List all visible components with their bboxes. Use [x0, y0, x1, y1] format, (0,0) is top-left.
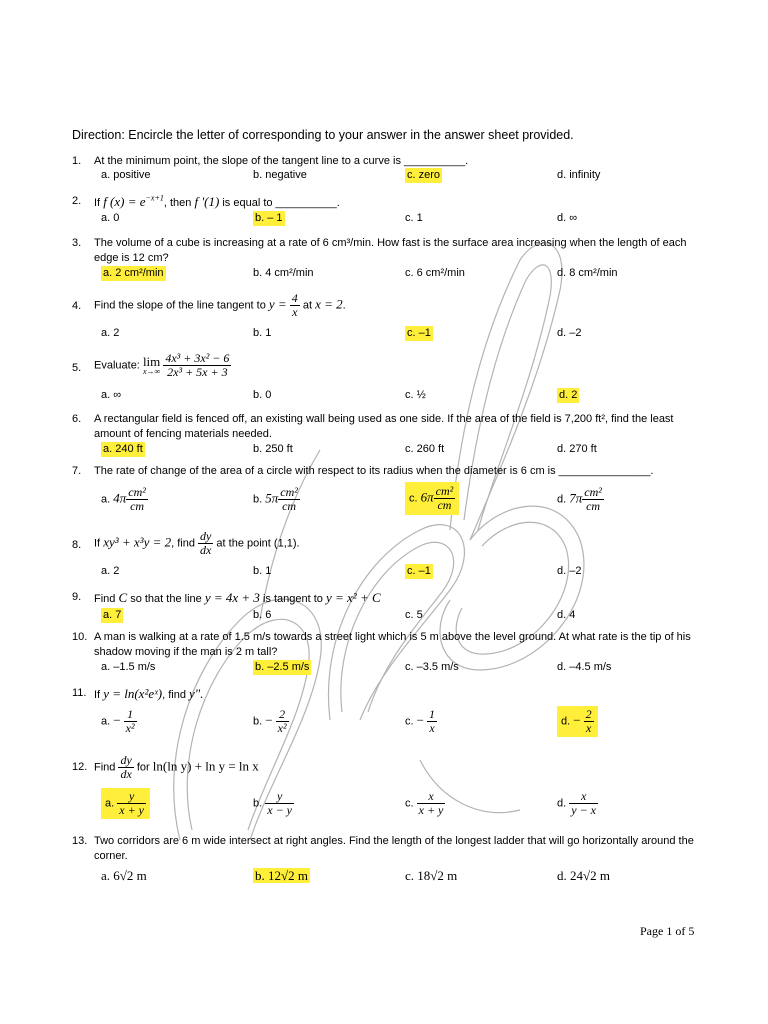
stem-text: , then — [163, 197, 192, 209]
fraction — [584, 708, 594, 735]
numerator: 2 — [585, 707, 592, 721]
coefficient: 6π — [420, 489, 434, 505]
direction-text: Direction: Encircle the letter of corresponding to your answer in the answer sheet provided. — [72, 128, 574, 142]
option-a[interactable] — [101, 486, 148, 513]
math-derivative: f '(1) — [194, 194, 220, 209]
stem-text: Find — [94, 593, 116, 605]
fraction — [118, 754, 133, 781]
math-exponent: −x+1 — [145, 193, 164, 203]
option-d-answer[interactable] — [557, 706, 598, 737]
question-number: 3. — [72, 237, 82, 249]
math-expression: x = 2 — [315, 296, 343, 312]
math-variable: C — [118, 590, 128, 605]
option-a-answer[interactable] — [101, 788, 150, 819]
option-b[interactable]: b. 4 cm²/min — [253, 267, 314, 279]
option-d[interactable]: d. 8 cm²/min — [557, 267, 618, 279]
option-c[interactable]: c. 5 — [405, 609, 423, 621]
question-number: 2. — [72, 195, 82, 207]
fraction — [163, 352, 231, 379]
option-d[interactable]: d. ∞ — [557, 212, 578, 224]
fraction — [434, 485, 456, 512]
question-number: 13. — [72, 835, 88, 847]
option-c[interactable]: c. 1 — [405, 212, 423, 224]
stem-text: Evaluate: — [94, 359, 140, 372]
numerator: 2 — [276, 708, 289, 722]
options-row — [72, 564, 702, 584]
options-row — [72, 168, 702, 188]
options-row — [72, 326, 702, 346]
options-row — [72, 388, 702, 408]
option-d[interactable]: d. 270 ft — [557, 443, 597, 455]
option-b-answer[interactable]: b. –2.5 m/s — [255, 661, 310, 673]
option-d[interactable] — [557, 486, 604, 513]
stem-text: Find the slope of the line tangent to — [94, 299, 266, 312]
option-b[interactable] — [253, 790, 294, 817]
coefficient: 7π — [569, 490, 583, 506]
numerator: cm² — [280, 485, 298, 499]
stem-text: at — [302, 299, 313, 312]
sign: − — [416, 712, 424, 728]
denominator: x — [292, 305, 298, 319]
option-c[interactable]: c. 6 cm²/min — [405, 267, 465, 279]
stem-text: If — [94, 197, 101, 209]
option-letter: d. — [557, 493, 567, 506]
numerator: 4x³ + 3x² − 6 — [165, 351, 230, 365]
denominator: cm — [282, 499, 297, 513]
denominator: x — [585, 721, 592, 735]
denominator: dx — [120, 767, 132, 781]
stem-text: , find — [171, 537, 195, 550]
option-d[interactable]: d. 4 — [557, 609, 576, 621]
option-a[interactable]: a. ∞ — [101, 389, 122, 401]
options-row — [72, 482, 702, 520]
denominator: cm — [586, 499, 601, 513]
question-number: 8. — [72, 539, 82, 551]
options-row — [72, 442, 702, 462]
stem-text: If — [94, 689, 101, 701]
fraction — [417, 790, 446, 817]
option-a[interactable] — [101, 708, 137, 735]
option-b-answer[interactable]: b. 12√2 m — [255, 868, 308, 883]
question-number: 9. — [72, 591, 82, 603]
math-expression: ln(ln y) + ln y = ln x — [152, 758, 259, 774]
numerator: dy — [120, 753, 132, 767]
question-number: 4. — [72, 300, 82, 312]
denominator: 2x³ + 5x + 3 — [167, 365, 228, 379]
sign: − — [113, 712, 121, 728]
option-letter: b. — [253, 797, 263, 810]
option-c[interactable]: c. –3.5 m/s — [405, 661, 459, 673]
fraction — [276, 708, 289, 735]
option-letter: c. — [405, 715, 414, 728]
denominator: x − y — [267, 803, 292, 817]
option-c[interactable] — [405, 708, 437, 735]
denominator: x² — [277, 721, 287, 735]
option-d[interactable] — [557, 790, 598, 817]
option-c-answer[interactable]: c. –1 — [407, 327, 431, 339]
question-number: 10. — [72, 631, 88, 643]
stem-text: at the point (1,1). — [216, 537, 300, 550]
option-letter: b. — [253, 715, 263, 728]
option-a[interactable]: a. positive — [101, 169, 151, 181]
fraction — [265, 790, 294, 817]
math-expression: y". — [189, 686, 204, 701]
limit-subscript: x→∞ — [142, 367, 161, 376]
question-stem — [94, 686, 702, 703]
numerator: x — [569, 790, 598, 804]
option-b[interactable] — [253, 708, 289, 735]
stem-text: for — [136, 761, 150, 774]
numerator: y — [265, 790, 294, 804]
option-a-answer[interactable]: a. 240 ft — [103, 443, 143, 455]
options-row — [72, 868, 702, 888]
option-letter: a. — [105, 797, 115, 810]
options-row — [72, 660, 702, 680]
limit-label: lim — [142, 354, 161, 369]
option-d[interactable]: d. –4.5 m/s — [557, 661, 612, 673]
option-b[interactable]: b. negative — [253, 169, 307, 181]
fraction — [278, 486, 300, 513]
fraction — [569, 790, 598, 817]
math-function — [103, 194, 164, 209]
option-letter: a. — [101, 715, 111, 728]
limit-operator — [143, 355, 160, 376]
fraction — [427, 708, 437, 735]
option-c-answer[interactable] — [405, 482, 459, 515]
question-stem — [94, 754, 702, 781]
fraction — [582, 486, 604, 513]
sign: − — [265, 712, 273, 728]
question-number: 12. — [72, 761, 88, 773]
numerator: 4 — [291, 291, 298, 305]
options-row — [72, 608, 702, 628]
option-b[interactable]: b. 1 — [253, 565, 272, 577]
option-b[interactable] — [253, 486, 300, 513]
options-row — [72, 706, 702, 742]
question-stem: The rate of change of the area of a circle with respect to its radius when the diameter is 6 cm is _______________. — [94, 465, 654, 477]
question-stem — [94, 530, 702, 557]
question-number: 7. — [72, 465, 82, 477]
math-expression: y = 4x + 3 — [204, 590, 260, 605]
option-a[interactable]: a. 2 — [101, 565, 120, 577]
stem-text: so that the line — [130, 593, 202, 605]
option-c[interactable]: c. ½ — [405, 389, 426, 401]
stem-text: , find — [162, 689, 186, 701]
question-stem — [94, 194, 702, 211]
option-d[interactable]: d. 24√2 m — [557, 868, 610, 883]
denominator: x² — [125, 721, 135, 735]
option-letter: c. — [409, 492, 418, 505]
option-letter: d. — [557, 797, 567, 810]
option-b[interactable]: b. 0 — [253, 389, 272, 401]
option-c[interactable]: c. 260 ft — [405, 443, 445, 455]
denominator: y − x — [571, 803, 596, 817]
question-stem: The volume of a cube is increasing at a rate of 6 cm³/min. How fast is the surface area increasing when the length of each edge is 12 cm? — [94, 237, 687, 264]
option-a[interactable]: a. 6√2 m — [101, 868, 147, 883]
question-stem: At the minimum point, the slope of the tangent line to a curve is __________. — [94, 155, 469, 167]
numerator: dy — [200, 529, 212, 543]
denominator: x + y — [119, 803, 144, 817]
option-d[interactable]: d. –2 — [557, 327, 582, 339]
stem-text: Find — [94, 761, 116, 774]
option-c[interactable] — [405, 790, 445, 817]
question-number: 6. — [72, 413, 82, 425]
option-letter: d. — [561, 715, 571, 728]
stem-text: is tangent to — [262, 593, 323, 605]
option-c-answer[interactable]: c. zero — [407, 169, 441, 181]
math-expression: f (x) = e — [103, 194, 146, 209]
option-letter: a. — [101, 493, 111, 506]
option-a[interactable]: a. –1.5 m/s — [101, 661, 156, 673]
denominator: cm — [437, 498, 452, 512]
coefficient: 4π — [113, 490, 127, 506]
question-stem: Find the slope of the line tangent to y = $\frac{4}{x}$ at x = 2. — [94, 291, 346, 319]
math-expression: y = x² + C — [325, 590, 381, 605]
numerator: cm² — [128, 485, 146, 499]
math-expression: xy³ + x³y = 2 — [103, 534, 172, 550]
option-a-answer[interactable]: a. 2 cm²/min — [103, 267, 164, 279]
option-b-answer[interactable]: b. – 1 — [255, 212, 283, 224]
option-a-answer[interactable]: a. 7 — [103, 609, 122, 621]
option-d[interactable]: d. infinity — [557, 169, 601, 181]
option-b[interactable]: b. 1 — [253, 327, 272, 339]
option-d-answer[interactable]: d. 2 — [559, 389, 578, 401]
fraction — [124, 708, 137, 735]
math-expression: y = ln(x²eˣ) — [103, 686, 163, 701]
option-b[interactable]: b. 250 ft — [253, 443, 293, 455]
question-stem — [94, 590, 702, 607]
numerator: 1 — [124, 708, 137, 722]
denominator: x — [429, 721, 435, 735]
option-a[interactable]: a. 2 — [101, 327, 120, 339]
question-stem: A man is walking at a rate of 1.5 m/s towards a street light which is 5 m above the level ground. At what rate is the tip of his shadow moving if the man is 2 m tall? — [94, 631, 691, 658]
fraction — [126, 486, 148, 513]
question-stem: Two corridors are 6 m wide intersect at right angles. Find the length of the longest ladder that will go horizontally around the corner. — [94, 835, 694, 862]
denominator: x + y — [418, 803, 444, 817]
question-stem: A rectangular field is fenced off, an existing wall being used as one side. If the area of the field is 7,200 ft², find the least amount of fencing materials needed. — [94, 413, 674, 440]
denominator: dx — [200, 543, 212, 557]
fraction — [117, 790, 146, 817]
page-number: Page 1 of 5 — [640, 924, 695, 938]
denominator: cm — [130, 499, 145, 513]
numerator: cm² — [435, 484, 454, 498]
options-row — [72, 788, 702, 824]
fraction — [290, 292, 300, 319]
coefficient: 5π — [265, 490, 279, 506]
question-number: 1. — [72, 155, 82, 167]
math-expression: y = — [268, 296, 287, 312]
numerator: y — [117, 790, 146, 804]
numerator: cm² — [584, 485, 602, 499]
stem-text: If — [94, 537, 101, 550]
option-d[interactable]: d. –2 — [557, 565, 582, 577]
numerator: x — [417, 790, 446, 804]
option-c-answer[interactable]: c. –1 — [407, 565, 431, 577]
fraction — [198, 530, 213, 557]
option-c[interactable]: c. 18√2 m — [405, 868, 458, 883]
option-letter: c. — [405, 797, 414, 810]
option-b[interactable]: b. 6 — [253, 609, 272, 621]
question-number: 5. — [72, 362, 82, 374]
option-letter: b. — [253, 493, 263, 506]
question-stem — [94, 352, 702, 379]
numerator: 1 — [429, 707, 436, 721]
sign: − — [573, 712, 581, 728]
question-number: 11. — [72, 687, 87, 699]
stem-text: is equal to __________. — [222, 197, 340, 209]
options-row — [72, 266, 702, 286]
option-a[interactable]: a. 0 — [101, 212, 120, 224]
options-row — [72, 211, 702, 231]
